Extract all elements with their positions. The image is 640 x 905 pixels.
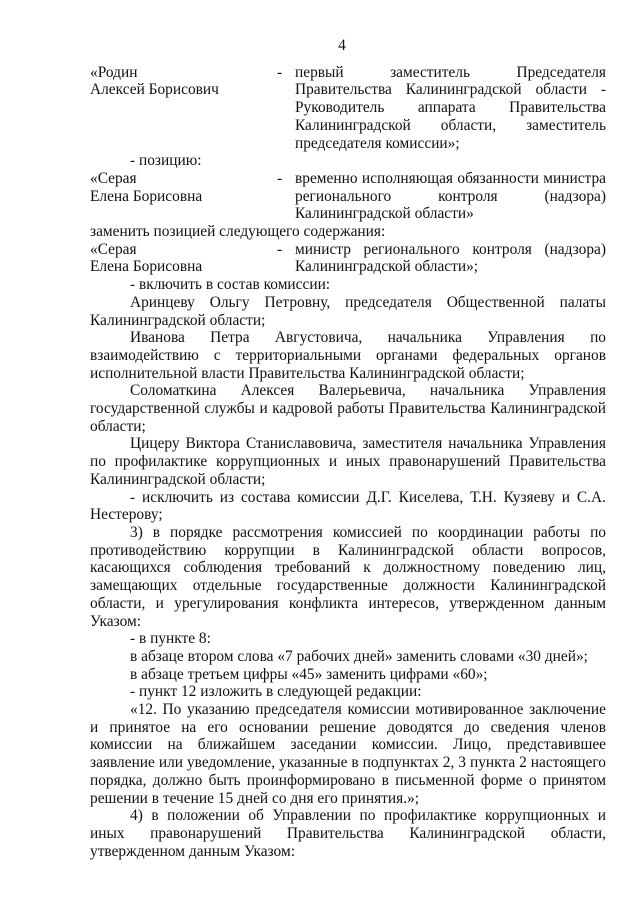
paragraph-solomatkin: Соломаткина Алексея Валерьевича, начальника Управления государственной службы и кадровой работы Правительства Калининградской области; — [90, 382, 606, 435]
paragraph-arintseva: Аринцеву Ольгу Петровну, председателя Общественной палаты Калининградской области; — [90, 293, 606, 329]
paragraph-quote-12: «12. По указанию председателя комиссии мотивированное заключение и принятое на его основании решение доводятся до сведения членов комиссии на ближайшем заседании комиссии. Лицо, представившее заявление или уведомление, указанные в подпунктах 2, 3 пункта 2 настоящего порядка, должно быть проинформировано в письменной форме о принятом решении в течение 15 дней со дня его принятия.»; — [90, 701, 606, 807]
person-role: министр регионального контроля (надзора) Калининградской области»; — [295, 240, 606, 276]
position-rodin — [90, 64, 606, 153]
position-label: - позицию: — [130, 152, 202, 170]
paragraph-point-8: - в пункте 8: — [130, 630, 211, 648]
paragraph-exclude: - исключить из состава комиссии Д.Г. Киселева, Т.Н. Кузяеву и С.А. Нестерову; — [90, 488, 606, 524]
person-name: «Серая Елена Борисовна — [90, 169, 203, 205]
person-role: первый заместитель Председателя Правительства Калининградской области - Руководитель аппарата Правительства Калининградской области, заместитель председателя комиссии»; — [295, 63, 606, 152]
paragraph-item-4: 4) в положении об Управлении по профилактике коррупционных и иных правонарушений Правительства Калининградской области, утвержденном данным Указом: — [90, 807, 606, 860]
dash: - — [277, 240, 283, 258]
paragraph-abz-2: в абзаце втором слова «7 рабочих дней» заменить словами «30 дней»; — [130, 647, 588, 665]
page-number: 4 — [338, 37, 346, 54]
paragraph-point-12: - пункт 12 изложить в следующей редакции: — [130, 683, 422, 701]
paragraph-item-3: 3) в порядке рассмотрения комиссией по координации работы по противодействию коррупции в Калининградской области вопросов, касающихся соблюдения требований к должностному поведению лиц, замещающих отдельные государственные должности Калининградской области, и урегулирования конфликта интересов, утвержденном данным Указом: — [90, 523, 606, 630]
position-seraya-new — [90, 241, 606, 276]
person-name: «Серая Елена Борисовна — [90, 240, 203, 276]
dash: - — [277, 63, 283, 81]
include-label: - включить в состав комиссии: — [130, 276, 331, 294]
paragraph-ivanov: Иванова Петра Августовича, начальника Управления по взаимодействию с территориальными органами федеральных органов исполнительной власти Правительства Калининградской области; — [90, 329, 606, 382]
person-name: «Родин Алексей Борисович — [90, 63, 219, 99]
paragraph-tsitsera: Цицеру Виктора Станиславовича, заместителя начальника Управления по профилактике коррупционных и иных правонарушений Правительства Калининградской области; — [90, 435, 606, 488]
replace-label: заменить позицией следующего содержания: — [90, 223, 386, 241]
person-role: временно исполняющая обязанности министра регионального контроля (надзора) Калининградской области» — [295, 169, 606, 223]
position-seraya-old — [90, 170, 606, 223]
paragraph-abz-3: в абзаце третьем цифры «45» заменить цифрами «60»; — [130, 665, 488, 683]
dash: - — [277, 169, 283, 187]
